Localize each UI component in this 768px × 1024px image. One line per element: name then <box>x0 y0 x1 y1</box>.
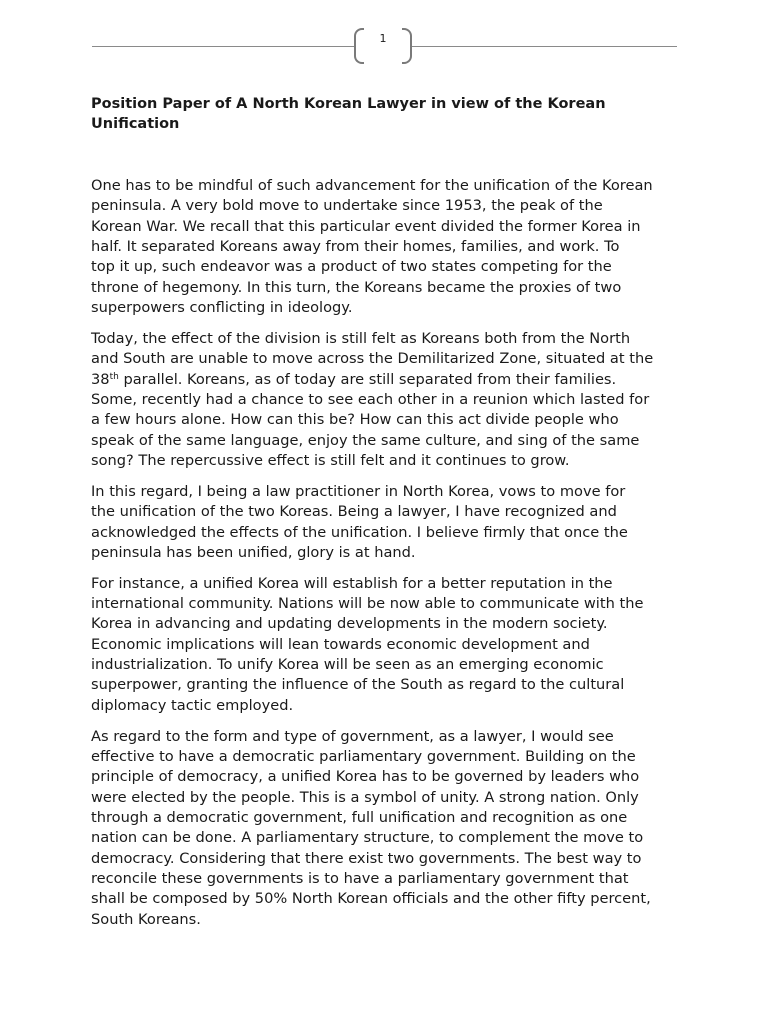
text-line: through a democratic government, full unification and recognition as one <box>91 808 628 826</box>
text-line: parallel. Koreans, as of today are still separated from their families. <box>118 370 617 388</box>
text-line: peninsula has been unified, glory is at hand. <box>91 543 416 561</box>
text-line: Economic implications will lean towards economic development and <box>91 635 590 653</box>
text-line: In this regard, I being a law practitioner in North Korea, vows to move for <box>91 482 626 500</box>
title-line: Unification <box>91 116 180 132</box>
text-line: song? The repercussive effect is still felt and it continues to grow. <box>91 451 570 469</box>
text-line: and South are unable to move across the Demilitarized Zone, situated at the <box>91 350 654 368</box>
title-line: Position Paper of A North Korean Lawyer in view of the Korean <box>91 96 606 112</box>
text-line: As regard to the form and type of government, as a lawyer, I would see <box>91 727 614 745</box>
text-line: reconcile these governments is to have a parliamentary government that <box>91 870 629 887</box>
text-line: Today, the effect of the division is still felt as Koreans both from the North <box>91 329 631 347</box>
paragraph-3 <box>91 482 691 563</box>
text-line: Korean War. We recall that this particular event divided the former Korea in <box>91 217 641 235</box>
document-body <box>91 176 691 941</box>
text-line: the unification of the two Koreas. Being a lawyer, I have recognized and <box>91 503 617 521</box>
text-line: principle of democracy, a unified Korea has to be governed by leaders who <box>91 768 640 786</box>
text-line: a few hours alone. How can this be? How can this act divide people who <box>91 411 619 429</box>
left-bracket-icon <box>354 28 364 64</box>
text-line: acknowledged the effects of the unification. I believe firmly that once the <box>91 523 628 541</box>
text-line: democracy. Considering that there exist two governments. The best way to <box>91 849 642 867</box>
page-number: 1 <box>379 32 387 45</box>
text-line: top it up, such endeavor was a product of two states competing for the <box>91 258 612 276</box>
text-line: South Koreans. <box>91 910 201 928</box>
text-line: were elected by the people. This is a symbol of unity. A strong nation. Only <box>91 788 639 806</box>
header-rule-left <box>92 46 354 47</box>
document-title <box>91 94 691 134</box>
text-line: speak of the same language, enjoy the same culture, and sing of the same <box>91 431 640 449</box>
paragraph-1 <box>91 176 691 318</box>
parallel-number: 38 <box>91 370 110 388</box>
paragraph-4 <box>91 574 691 716</box>
text-line: shall be composed by 50% North Korean officials and the other fifty percent, <box>91 890 651 908</box>
text-line: industrialization. To unify Korea will be seen as an emerging economic <box>91 656 604 674</box>
text-line: diplomacy tactic employed. <box>91 696 294 714</box>
text-line: superpowers conflicting in ideology. <box>91 299 353 317</box>
paragraph-5 <box>91 727 691 930</box>
paragraph-2 <box>91 329 691 471</box>
page-header <box>92 26 677 68</box>
text-line: Some, recently had a chance to see each other in a reunion which lasted for <box>91 390 650 408</box>
text-line: peninsula. A very bold move to undertake since 1953, the peak of the <box>91 197 603 215</box>
text-line: One has to be mindful of such advancement for the unification of the Korean <box>91 177 653 194</box>
text-line: superpower, granting the influence of the South as regard to the cultural <box>91 676 625 694</box>
text-line: half. It separated Koreans away from their homes, families, and work. To <box>91 238 620 256</box>
text-line: nation can be done. A parliamentary structure, to complement the move to <box>91 829 644 847</box>
right-bracket-icon <box>402 28 412 64</box>
text-line: throne of hegemony. In this turn, the Koreans became the proxies of two <box>91 278 622 296</box>
text-line: Korea in advancing and updating developments in the modern society. <box>91 615 608 633</box>
header-rule-right <box>412 46 677 47</box>
text-line: effective to have a democratic parliamentary government. Building on the <box>91 747 636 765</box>
text-line: international community. Nations will be now able to communicate with the <box>91 595 644 613</box>
ordinal-superscript: th <box>109 371 119 382</box>
text-line: For instance, a unified Korea will establish for a better reputation in the <box>91 574 613 592</box>
